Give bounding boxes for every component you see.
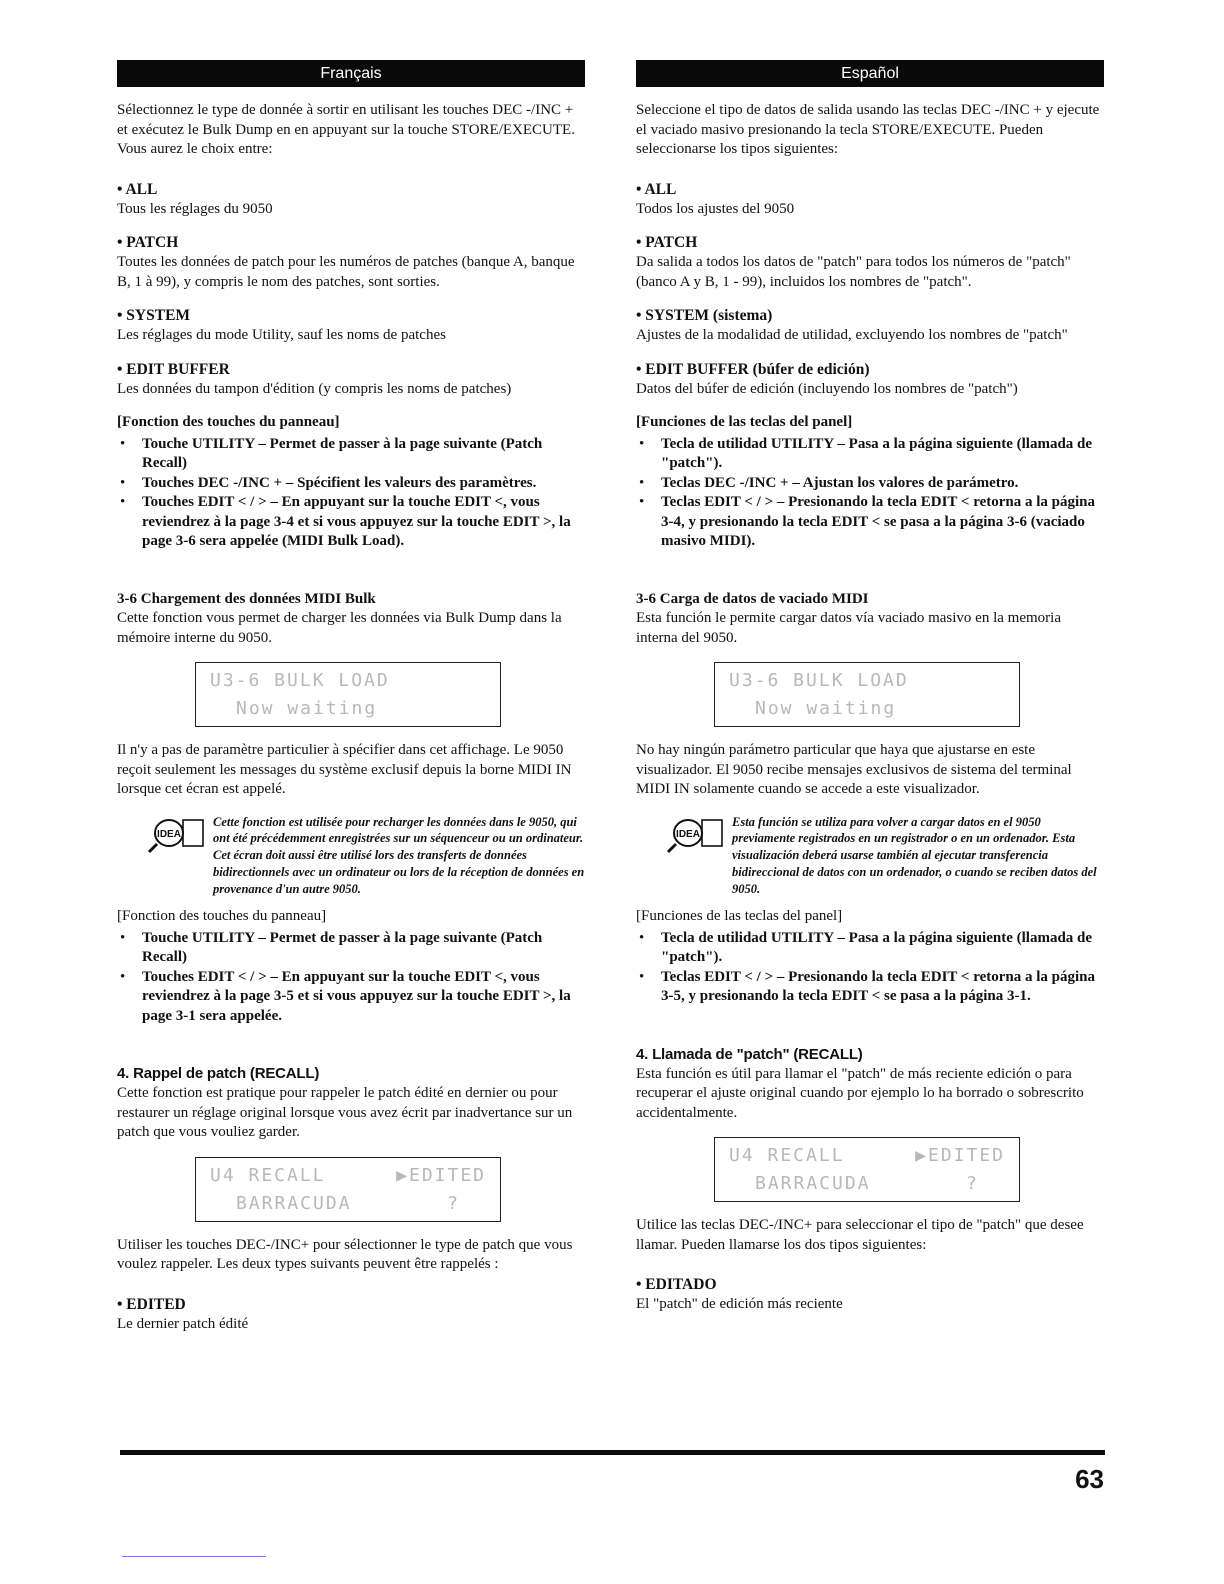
item-desc: El "patch" de edición más reciente <box>636 1296 843 1313</box>
idea-icon <box>662 814 724 854</box>
spanish-header: Español <box>636 60 1104 87</box>
list-item: • Touche UTILITY – Permet de passer à la page suivante (Patch Recall) <box>117 435 585 474</box>
page-number: 63 <box>1075 1464 1104 1494</box>
item-title: • ALL <box>636 180 677 198</box>
lcd-line-1: U4 RECALL <box>729 1145 845 1167</box>
lcd-note: Il n'y a pas de paramètre particulier à spécifier dans cet affichage. Le 9050 reçoit seulement les messages du système exclusif depuis la borne MIDI IN lorsque cet écran est appelé. <box>117 742 572 797</box>
idea-icon <box>143 814 205 854</box>
lcd-note: Utilice las teclas DEC-/INC+ para seleccionar el tipo de "patch" que desee llamar. Pueden llamarse los dos tipos siguientes: <box>636 1217 1084 1253</box>
section-3-6-title: 3-6 Carga de datos de vaciado MIDI <box>636 590 869 607</box>
panel-key-list <box>117 435 585 552</box>
item-desc: Ajustes de la modalidad de utilidad, excluyendo los nombres de "patch" <box>636 327 1068 343</box>
item-desc: Tous les réglages du 9050 <box>117 200 273 217</box>
lcd-line-2: BARRACUDA <box>755 1173 871 1195</box>
bottom-divider <box>122 1556 266 1557</box>
panel-heading: [Fonction des touches du panneau] <box>117 908 327 925</box>
section-4-title: 4. Llamada de "patch" (RECALL) <box>636 1045 863 1063</box>
list-item: • Tecla de utilidad UTILITY – Pasa a la página siguiente (llamada de "patch"). <box>636 435 1104 474</box>
panel-key-list <box>117 929 585 1027</box>
item-title: • SYSTEM <box>117 307 191 324</box>
svg-text:IDEA: IDEA <box>157 828 181 840</box>
idea-note <box>117 814 585 898</box>
item-desc: Todos los ajustes del 9050 <box>636 200 795 217</box>
french-column <box>117 60 585 1334</box>
item-title: • EDITED <box>117 1295 186 1313</box>
item-desc: Les données du tampon d'édition (y compris les noms de patches) <box>117 380 512 397</box>
list-item: • Touches EDIT < / > – En appuyant sur la touche EDIT <, vous reviendrez à la page 3-4 et si vous appuyez sur la touche EDIT >, la page 3-6 sera appelée (MIDI Bulk Load). <box>117 493 585 552</box>
list-item: • Teclas DEC -/INC + – Ajustan los valores de parámetro. <box>636 474 1104 494</box>
item-desc: Toutes les données de patch pour les numéros de patches (banque A, banque B, 1 à 99), y compris le nom des patches, sont sorties. <box>117 254 575 290</box>
panel-heading: [Fonction des touches du panneau] <box>117 414 340 430</box>
svg-text:IDEA: IDEA <box>676 828 700 840</box>
section-3-6-desc: Cette fonction vous permet de charger les données via Bulk Dump dans la mémoire interne du 9050. <box>117 610 562 646</box>
section-4-title: 4. Rappel de patch (RECALL) <box>117 1065 320 1083</box>
idea-text: Cette fonction est utilisée pour recharger les données dans le 9050, qui ont été précédemment enregistrées sur un séquenceur ou un ordinateur. Cet écran doit aussi être utilisé lors des transferts de données bidirectionnels avec un ordinateur ou lors de la réception de données en provenance d'un autre 9050. <box>213 814 585 896</box>
french-header: Français <box>117 60 585 87</box>
french-intro: Sélectionnez le type de donnée à sortir en utilisant les touches DEC -/INC + et exécutez le Bulk Dump en en appuyant sur la touche STORE/EXECUTE. Vous aurez le choix entre: <box>117 102 575 157</box>
idea-text: Esta función se utiliza para volver a cargar datos en el 9050 previamente registrados en un registrador o en un ordenador. Esta visualización deberá usarse también al ejecutar transferencia bidireccional de datos con un ordenador, o cuando se reciben datos del 9050. <box>732 814 1097 896</box>
item-title: • EDITADO <box>636 1276 717 1294</box>
lcd-line-1: U3-6 BULK LOAD <box>729 670 909 691</box>
item-title: • PATCH <box>117 234 179 251</box>
lcd-line-1-right: ▶EDITED <box>915 1145 1005 1167</box>
list-item: • Touches DEC -/INC + – Spécifient les valeurs des paramètres. <box>117 474 585 494</box>
section-4-desc: Cette fonction est pratique pour rappeler le patch édité en dernier ou pour restaurer un réglage original lorsque vous avez écrit par inadvertance sur un patch que vous vouliez garder. <box>117 1085 573 1141</box>
item-title: • PATCH <box>636 234 698 251</box>
item-title: • ALL <box>117 180 158 198</box>
lcd-note: No hay ningún parámetro particular que haya que ajustarse en este visualizador. El 9050 recibe mensajes exclusivos de sistema del terminal MIDI IN solamente cuando se accede a este visualizador. <box>636 742 1072 797</box>
panel-heading: [Funciones de las teclas del panel] <box>636 414 853 430</box>
list-item: • Touches EDIT < / > – En appuyant sur la touche EDIT <, vous reviendrez à la page 3-5 et si vous appuyez sur la touche EDIT >, la page 3-1 sera appelée. <box>117 968 585 1027</box>
list-item: • Tecla de utilidad UTILITY – Pasa a la página siguiente (llamada de "patch"). <box>636 929 1104 968</box>
item-desc: Les réglages du mode Utility, sauf les noms de patches <box>117 327 446 343</box>
lcd-line-2: Now waiting <box>755 698 897 719</box>
lcd-line-2: BARRACUDA <box>236 1192 352 1214</box>
lcd-display-bulk-load <box>195 662 501 727</box>
section-3-6-desc: Esta función le permite cargar datos vía vaciado masivo en la memoria interna del 9050. <box>636 610 1061 646</box>
lcd-display-recall <box>714 1137 1020 1202</box>
list-item: • Teclas EDIT < / > – Presionando la tecla EDIT < retorna a la página 3-5, y presionando la tecla EDIT < se pasa a la página 3-1. <box>636 968 1104 1007</box>
spanish-intro: Seleccione el tipo de datos de salida usando las teclas DEC -/INC + y ejecute el vaciado masivo presionando la tecla STORE/EXECUTE. Pueden seleccionarse los tipos siguientes: <box>636 102 1100 157</box>
list-item: • Teclas EDIT < / > – Presionando la tecla EDIT < retorna a la página 3-4, y presionando la tecla EDIT < se pasa a la página 3-6 (vaciado masivo MIDI). <box>636 493 1104 552</box>
lcd-line-2-right: ? <box>447 1192 460 1214</box>
lcd-display-recall <box>195 1157 501 1222</box>
item-title: • SYSTEM (sistema) <box>636 307 773 324</box>
item-desc: Datos del búfer de edición (incluyendo los nombres de "patch") <box>636 380 1018 397</box>
spanish-column <box>636 60 1104 1315</box>
panel-key-list <box>636 435 1104 552</box>
lcd-note: Utiliser les touches DEC-/INC+ pour sélectionner le type de patch que vous voulez rappeler. Les deux types suivants peuvent être rappelés : <box>117 1236 573 1273</box>
panel-heading: [Funciones de las teclas del panel] <box>636 908 843 925</box>
lcd-line-1: U4 RECALL <box>210 1164 326 1186</box>
item-title: • EDIT BUFFER (búfer de edición) <box>636 360 870 378</box>
lcd-display-bulk-load <box>714 662 1020 727</box>
list-item: • Touche UTILITY – Permet de passer à la page suivante (Patch Recall) <box>117 929 585 968</box>
footer-rule <box>120 1450 1105 1455</box>
panel-key-list <box>636 929 1104 1007</box>
lcd-line-2-right: ? <box>966 1173 979 1195</box>
lcd-line-2: Now waiting <box>236 698 378 719</box>
section-3-6-title: 3-6 Chargement des données MIDI Bulk <box>117 590 376 607</box>
lcd-line-1: U3-6 BULK LOAD <box>210 670 390 691</box>
idea-note <box>636 814 1104 898</box>
section-4-desc: Esta función es útil para llamar el "patch" de más reciente edición o para recuperar el ajuste original cuando por ejemplo lo ha borrado o sobrescrito accidentalmente. <box>636 1065 1084 1121</box>
item-title: • EDIT BUFFER <box>117 360 230 378</box>
lcd-line-1-right: ▶EDITED <box>396 1164 486 1186</box>
item-desc: Da salida a todos los datos de "patch" para todos los números de "patch" (banco A y B, 1 - 99), incluidos los nombres de "patch". <box>636 254 1071 290</box>
item-desc: Le dernier patch édité <box>117 1315 249 1332</box>
